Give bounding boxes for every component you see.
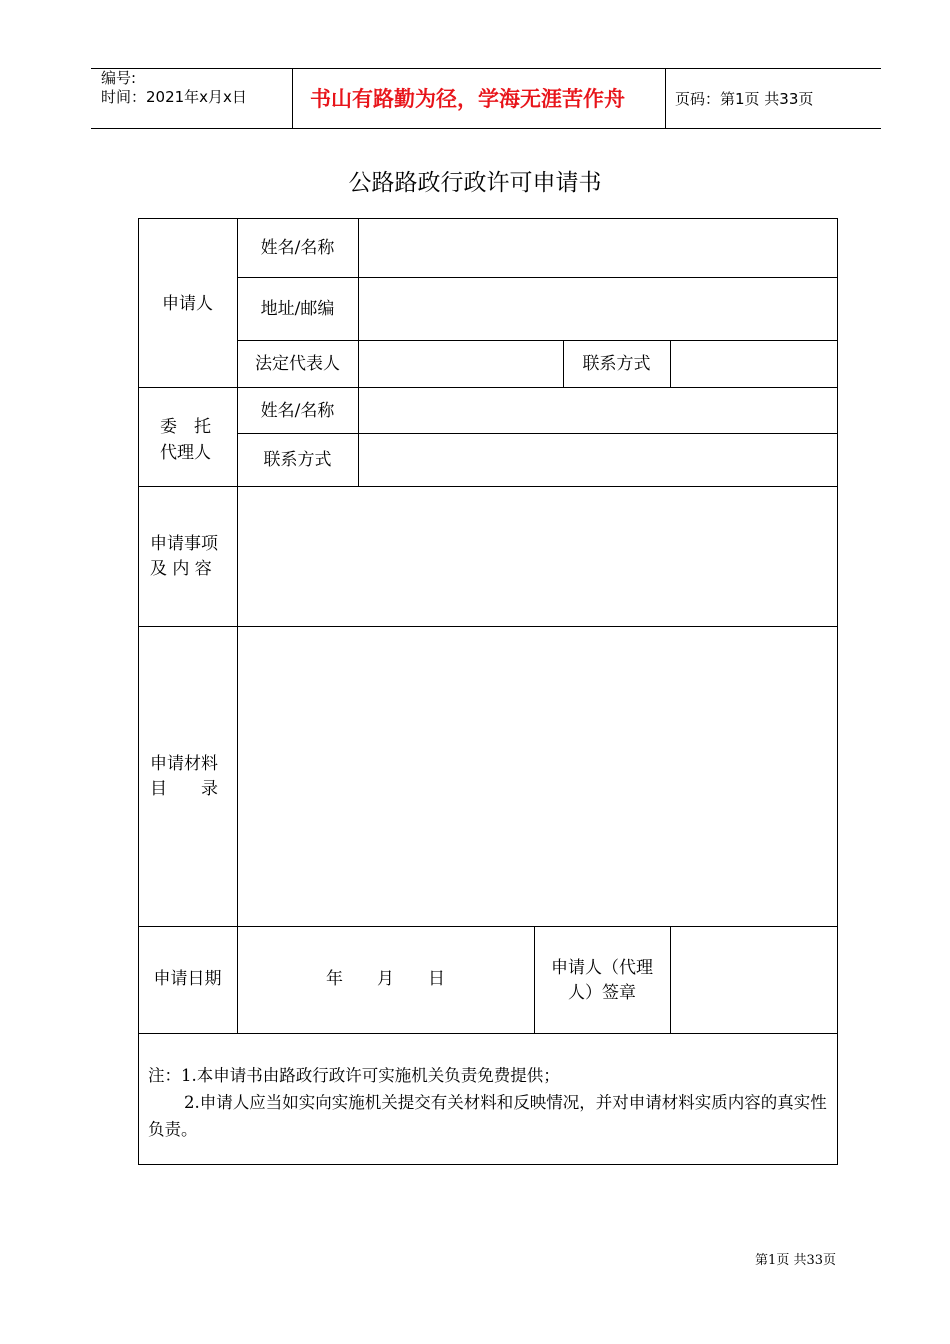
materials-label bbox=[150, 752, 218, 802]
serial-label: 编号: bbox=[101, 69, 137, 87]
applicant-name-label: 姓名/名称 bbox=[260, 238, 335, 258]
page-title: 公路路政行政许可申请书 bbox=[348, 170, 602, 196]
applicant-contact-label: 联系方式 bbox=[582, 354, 651, 374]
form-notes bbox=[148, 1062, 832, 1143]
note-line-2: 2.申请人应当如实向实施机关提交有关材料和反映情况，并对申请材料实质内容的真实性负责。 bbox=[148, 1093, 827, 1139]
signature-label-line1: 申请人（代理 bbox=[551, 958, 653, 978]
note-line-1: 注：1.本申请书由路政行政许可实施机关负责免费提供； bbox=[148, 1066, 560, 1085]
agent-section-label-line2: 代理人 bbox=[160, 443, 211, 463]
header-page-info: 页码：第1页 共33页 bbox=[675, 90, 814, 108]
application-date-value[interactable]: 年 月 日 bbox=[326, 969, 445, 989]
legal-representative-label: 法定代表人 bbox=[255, 354, 340, 374]
applicant-address-field[interactable] bbox=[359, 278, 837, 340]
agent-section-label-line1: 委 托 bbox=[160, 417, 211, 437]
agent-contact-label: 联系方式 bbox=[263, 450, 332, 470]
signature-label bbox=[534, 956, 670, 1006]
materials-label-line2: 目 录 bbox=[150, 779, 218, 799]
applicant-section-label: 申请人 bbox=[162, 294, 213, 314]
matter-label-line2: 及 内 容 bbox=[150, 559, 212, 579]
header-top-rule bbox=[91, 68, 881, 69]
time-label: 时间：2021年x月x日 bbox=[101, 88, 247, 106]
footer-page-info: 第1页 共33页 bbox=[755, 1253, 836, 1268]
applicant-address-label: 地址/邮编 bbox=[260, 299, 335, 319]
legal-representative-field[interactable] bbox=[359, 341, 563, 387]
agent-section-label bbox=[160, 414, 211, 466]
agent-contact-field[interactable] bbox=[359, 434, 837, 486]
agent-name-label: 姓名/名称 bbox=[260, 401, 335, 421]
header-divider bbox=[665, 68, 666, 128]
header-bottom-rule bbox=[91, 128, 881, 129]
matter-label-line1: 申请事项 bbox=[150, 534, 218, 554]
signature-field[interactable] bbox=[671, 927, 837, 1033]
materials-label-line1: 申请材料 bbox=[150, 754, 218, 774]
row-rule bbox=[138, 1033, 838, 1034]
header-motto: 书山有路勤为径，学海无涯苦作舟 bbox=[310, 87, 625, 111]
applicant-name-field[interactable] bbox=[359, 219, 837, 277]
applicant-contact-field[interactable] bbox=[671, 341, 837, 387]
application-date-label: 申请日期 bbox=[153, 969, 222, 989]
agent-name-field[interactable] bbox=[359, 388, 837, 433]
signature-label-line2: 人）签章 bbox=[568, 983, 636, 1003]
matter-label bbox=[150, 532, 218, 582]
header-divider bbox=[292, 68, 293, 128]
materials-list-field[interactable] bbox=[238, 627, 837, 926]
matter-content-field[interactable] bbox=[238, 487, 837, 626]
